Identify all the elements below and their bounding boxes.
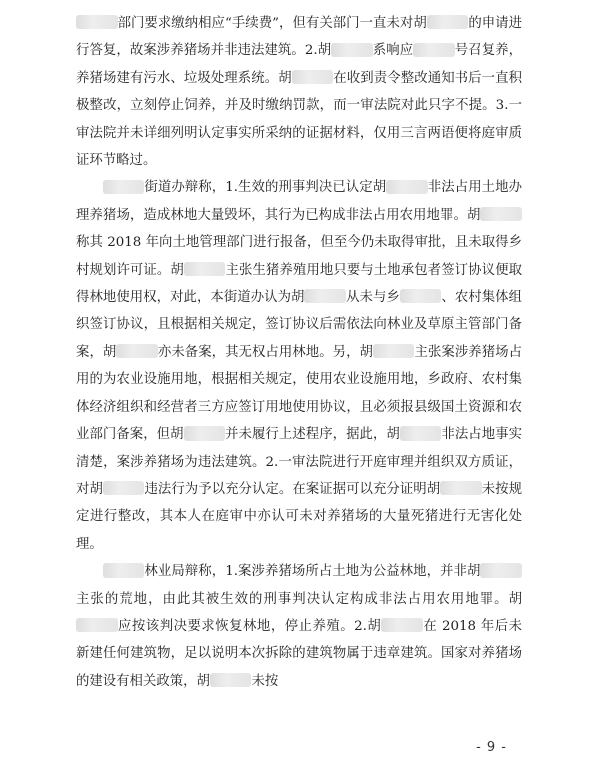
redacted-name bbox=[184, 262, 226, 276]
text-segment: 从未与乡 bbox=[346, 290, 400, 306]
redacted-name bbox=[210, 673, 252, 687]
redacted-name bbox=[76, 618, 118, 632]
text-segment: 非法占用土地办理养猪场，造成林地大量毁坏，其行为已构成非法占用农用地罪。胡 bbox=[76, 180, 523, 223]
paragraph bbox=[76, 558, 522, 695]
text-segment: 在 2018 年后未新建任何建筑物，足以说明本次拆除的建筑物属于违章建筑。国家对养猪场的建设有相关政策，胡 bbox=[76, 618, 523, 689]
document-body bbox=[76, 10, 522, 695]
paragraph bbox=[76, 174, 522, 558]
redacted-name bbox=[184, 426, 226, 440]
redacted-name bbox=[413, 43, 455, 57]
redacted-name bbox=[480, 563, 522, 577]
text-segment: 并未履行上述程序，据此，胡 bbox=[225, 427, 400, 443]
text-segment: 称其 2018 年向土地管理部门进行报备，但至今仍未取得审批，且未取得乡村规划许可证。胡 bbox=[76, 235, 522, 278]
text-segment: 主张的荒地，由此其被生效的刑事判决认定构成非法占用农用地罪。胡 bbox=[76, 591, 522, 607]
text-segment: 违法行为予以充分认定。在案证据可以充分证明胡 bbox=[144, 481, 441, 497]
page-footer bbox=[0, 738, 595, 756]
text-segment: 号召复养，养猪场建有污水、垃圾处理系统。胡 bbox=[76, 43, 523, 86]
redacted-name bbox=[292, 70, 334, 84]
redacted-name bbox=[331, 43, 373, 57]
text-segment: 林业局辩称，1.案涉养猪场所占土地为公益林地，并非胡 bbox=[144, 564, 481, 580]
redacted-name bbox=[427, 15, 469, 29]
text-segment: 系响应 bbox=[372, 43, 414, 59]
redacted-name bbox=[373, 344, 415, 358]
redacted-name bbox=[116, 344, 158, 358]
redacted-name bbox=[76, 15, 118, 29]
redacted-name bbox=[103, 481, 145, 495]
text-segment: 非法占地事实清楚，案涉养猪场为违法建筑。2.一审法院进行开庭审理并组织双方质证，对胡 bbox=[76, 427, 523, 497]
text-segment: 街道办辩称，1.生效的刑事判决已认定胡 bbox=[144, 180, 387, 196]
redacted-name bbox=[103, 563, 145, 577]
text-segment: 主张案涉养猪场占用的为农业设施用地，根据相关规定，使用农业设施用地，乡政府、农村集体经济组织和经营者三方应签订用地使用协议，且必须报县级国土资源和农业部门备案，但胡 bbox=[76, 344, 523, 443]
redacted-name bbox=[400, 289, 442, 303]
paragraph bbox=[76, 10, 522, 174]
text-segment: 主张生猪养殖用地只要与土地承包者签订协议便取得林地使用权，对此，本街道办认为胡 bbox=[76, 262, 522, 306]
redacted-name bbox=[381, 618, 423, 632]
redacted-name bbox=[480, 207, 522, 221]
text-segment: 亦未备案，其无权占用林地。另，胡 bbox=[157, 344, 373, 360]
text-segment: 未按 bbox=[251, 673, 279, 689]
redacted-name bbox=[103, 180, 145, 194]
text-segment: 部门要求缴纳相应“手续费”，但有关部门一直未对胡 bbox=[117, 16, 427, 31]
redacted-name bbox=[304, 289, 346, 303]
text-segment: 应按该判决要求恢复林地，停止养殖。2.胡 bbox=[117, 618, 382, 634]
redacted-name bbox=[440, 481, 482, 495]
redacted-name bbox=[386, 180, 428, 194]
text-segment: 在收到责令整改通知书后一直积极整改，立刻停止饲养，并及时缴纳罚款，而一审法院对此只字不提。3.一审法院并未详细列明认定事实所采纳的证据材料，仅用三言两语便将庭审质证环节略过。 bbox=[76, 70, 523, 169]
text-segment: 、农村集体组织签订协议，且根据相关规定，签订协议后需依法向林业及草原主管部门备案，胡 bbox=[76, 290, 523, 360]
redacted-name bbox=[400, 426, 442, 440]
text-segment: 未按规定进行整改，其本人在庭审中亦认可未对养猪场的大量死猪进行无害化处理。 bbox=[76, 481, 523, 552]
text-segment: 的申请进行答复，故案涉养猪场并非违法建筑。2.胡 bbox=[76, 16, 522, 59]
page-number: - 9 - bbox=[476, 740, 507, 755]
